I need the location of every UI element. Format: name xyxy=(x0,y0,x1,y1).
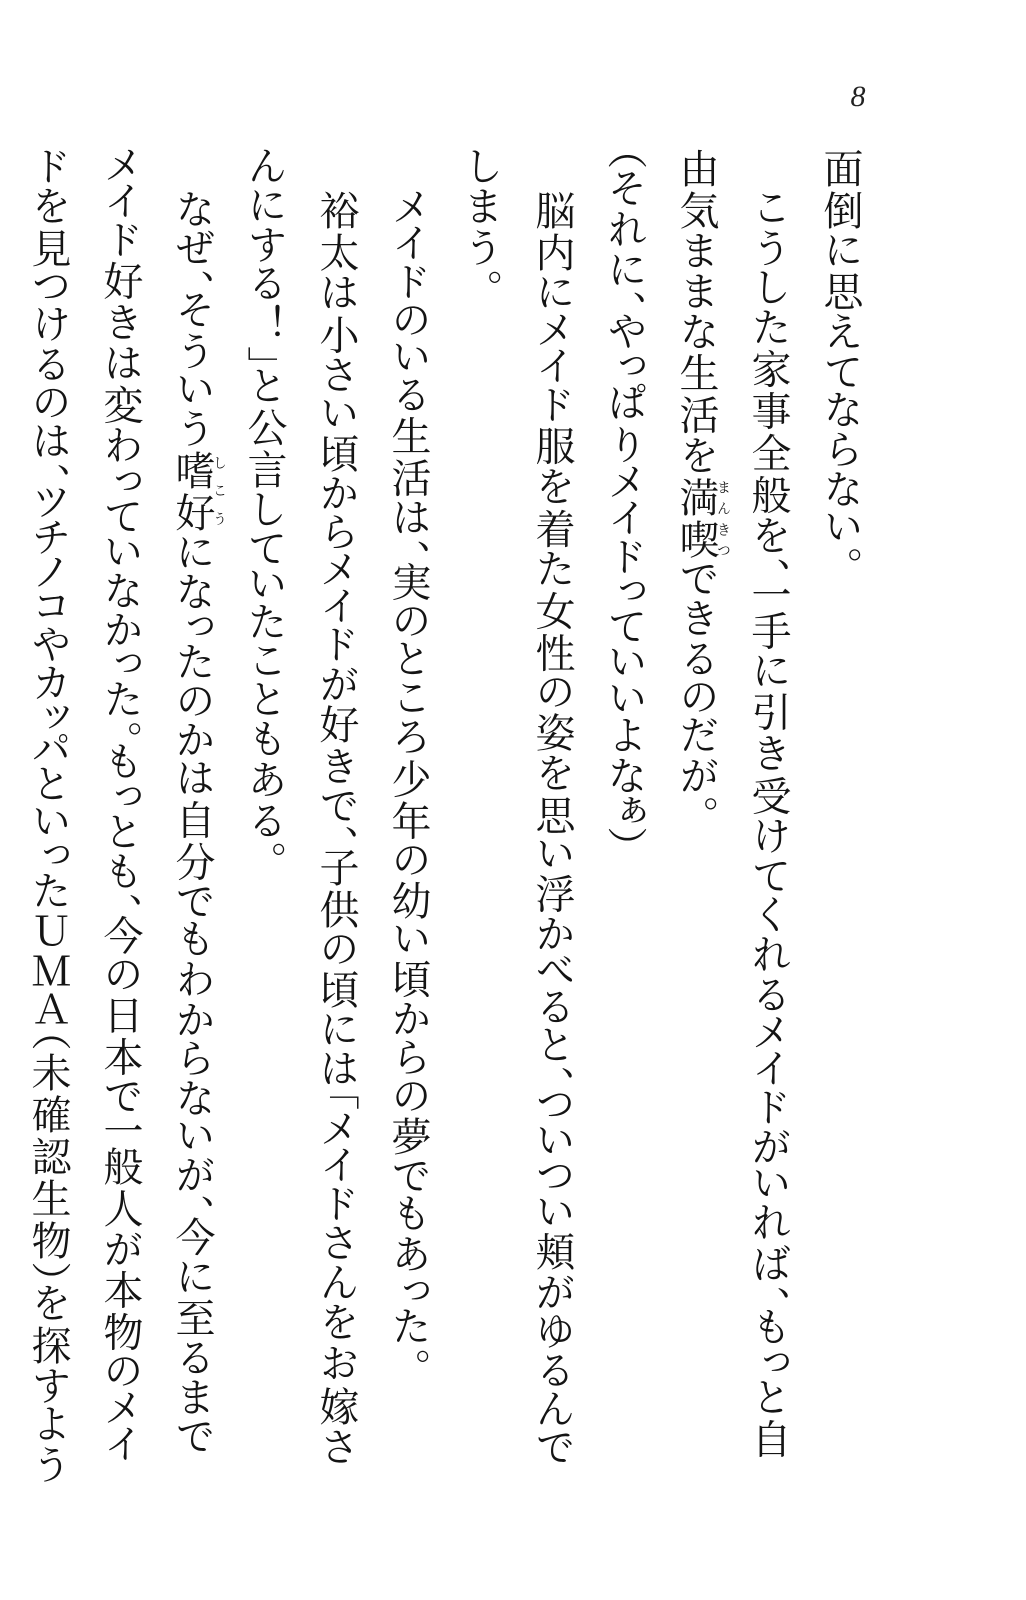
text-run: 裕太は小さい頃からメイドが好きで、子供の頃には「メイドさんをお嫁さんにする！」と公言していたこともある。 xyxy=(241,148,359,1469)
text-run: なぜ、そういう xyxy=(169,148,215,450)
paragraph xyxy=(228,148,372,1488)
text-run: 脳内にメイド服を着た女性の姿を思い浮かべると、ついつい頬がゆるんでしまう。 xyxy=(457,148,575,1467)
ruby-base: 満喫 xyxy=(673,477,719,562)
text-run: になったのかは自分でもわからないが、今に至るまでメイド好きは変わっていなかった。もっとも、今の日本で一般人が本物のメイドを見つけるのは、ツチノコやカッパといったＵＭＡ（未確認生物）を探すよう xyxy=(25,148,215,1486)
paragraph xyxy=(0,148,228,1488)
ruby-reading: まんきつ xyxy=(715,477,731,562)
paragraph xyxy=(372,148,444,1488)
page-number: 8 xyxy=(850,80,866,113)
ruby-base: 嗜好 xyxy=(169,449,215,534)
ruby-annotated-word xyxy=(673,477,731,562)
ruby-reading: しこう xyxy=(211,449,227,534)
paragraph xyxy=(660,148,804,1488)
text-run: 面倒に思えてならない。 xyxy=(817,148,863,569)
text-run: （それに、やっぱりメイドっていいよなぁ） xyxy=(601,148,647,849)
paragraph xyxy=(804,148,876,1488)
paragraph xyxy=(444,148,588,1488)
text-run: できるのだが。 xyxy=(673,561,719,818)
ruby-annotated-word xyxy=(169,449,227,534)
paragraph xyxy=(588,148,660,1488)
novel-body-text xyxy=(25,148,876,1488)
text-run: メイドのいる生活は、実のところ少年の幼い頃からの夢でもあった。 xyxy=(385,148,431,1370)
text-run: こうした家事全般を、一手に引き受けてくれるメイドがいれば、もっと自由気ままな生活を xyxy=(673,148,791,1461)
